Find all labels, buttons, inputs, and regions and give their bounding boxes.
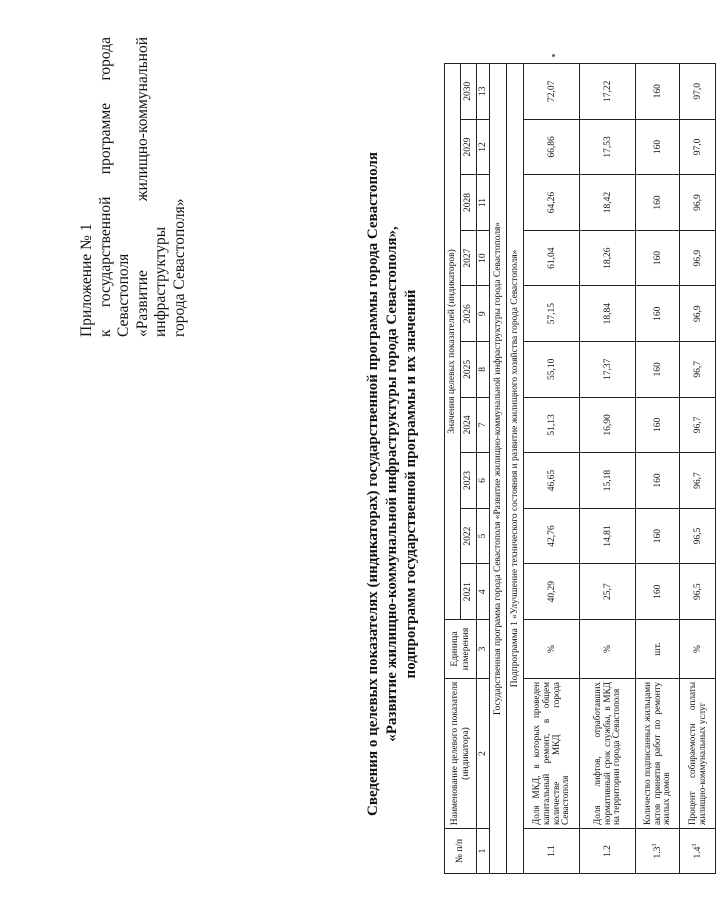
row-name: Количество подписанных жильцами актов принятия работ по ремонту жилых домов <box>636 679 680 829</box>
row-value: 96,7 <box>680 397 716 453</box>
row-num-cell <box>524 829 580 874</box>
row-value: 160 <box>636 63 680 119</box>
scan-speck <box>552 54 555 57</box>
column-number: 9 <box>477 286 490 342</box>
table-row <box>680 63 716 873</box>
header-year: 2022 <box>461 508 477 564</box>
row-value: 160 <box>636 508 680 564</box>
row-value: 97,0 <box>680 119 716 175</box>
header-year: 2024 <box>461 397 477 453</box>
row-value: 64,26 <box>524 175 580 231</box>
header-year: 2025 <box>461 342 477 398</box>
row-value: 160 <box>636 564 680 620</box>
document-heading <box>364 104 422 864</box>
row-value: 17,37 <box>580 342 636 398</box>
header-year: 2023 <box>461 453 477 509</box>
table-row <box>636 63 680 873</box>
row-name: Доля лифтов, отработавших нормативный срок службы, в МКД на территории города Севастополя <box>580 679 636 829</box>
header-year: 2028 <box>461 175 477 231</box>
row-name: Процент собираемости оплаты жилищно-коммунальных услуг <box>680 679 716 829</box>
header-year: 2027 <box>461 230 477 286</box>
row-value: 160 <box>636 342 680 398</box>
row-value: 96,9 <box>680 286 716 342</box>
column-number: 8 <box>477 342 490 398</box>
indicators-table <box>444 63 716 874</box>
row-num-cell <box>580 829 636 874</box>
appendix-line: города Севастополя» <box>170 198 188 337</box>
row-value: 18,26 <box>580 230 636 286</box>
row-value: 55,10 <box>524 342 580 398</box>
row-footnote-mark: 3 <box>691 843 698 847</box>
heading-line: Сведения о целевых показателях (индикаторах) государственной программы города Севастополя <box>365 152 381 816</box>
row-value: 14,81 <box>580 508 636 564</box>
row-value: 96,9 <box>680 230 716 286</box>
row-value: 160 <box>636 175 680 231</box>
row-value: 160 <box>636 286 680 342</box>
row-value: 66,86 <box>524 119 580 175</box>
row-value: 18,42 <box>580 175 636 231</box>
row-unit: % <box>680 620 716 679</box>
appendix-title: Приложение № 1 <box>78 223 95 337</box>
column-number: 1 <box>477 829 490 874</box>
row-value: 16,90 <box>580 397 636 453</box>
document-page <box>12 22 707 892</box>
row-value: 96,7 <box>680 453 716 509</box>
row-value: 160 <box>636 119 680 175</box>
row-value: 15,18 <box>580 453 636 509</box>
heading-line: подпрограмм государственной программы и их значений <box>403 289 420 679</box>
row-value: 61,04 <box>524 230 580 286</box>
appendix-line: «Развитие жилищно-коммунальной инфраструктуры <box>133 37 170 337</box>
column-number-row <box>477 63 490 873</box>
row-value: 160 <box>636 397 680 453</box>
program-title: Государственная программа города Севастополя «Развитие жилищно-коммунальной инфраструктуры города Севастополя» <box>490 63 507 873</box>
appendix-note <box>78 37 190 337</box>
row-num: 1.3 <box>653 846 664 859</box>
row-num: 1.4 <box>693 846 704 859</box>
heading-line: «Развитие жилищно-коммунальной инфраструктуры города Севастополя», <box>384 226 401 742</box>
column-number: 11 <box>477 175 490 231</box>
header-values: Значения целевых показателей (индикаторов) <box>445 63 461 619</box>
row-footnote-mark: 3 <box>651 843 658 847</box>
column-number: 10 <box>477 230 490 286</box>
row-num: 1.1 <box>547 845 558 857</box>
row-unit: % <box>524 620 580 679</box>
indicators-table-wrap <box>444 64 716 874</box>
header-unit: Единица измерения <box>445 620 477 679</box>
row-value: 18,84 <box>580 286 636 342</box>
header-year: 2021 <box>461 564 477 620</box>
subprogram-title: Подпрограмма 1 «Улучшение технического состояния и развитие жилищного хозяйства города Севастополя» <box>507 63 524 873</box>
row-name: Доля МКД, в которых проведен капитальный ремонт, в общем количестве МКД города Севастополя <box>524 679 580 829</box>
header-year: 2029 <box>461 119 477 175</box>
table-row <box>524 63 580 873</box>
header-year: 2026 <box>461 286 477 342</box>
row-num: 1.2 <box>603 845 614 857</box>
row-value: 57,15 <box>524 286 580 342</box>
row-value: 97,0 <box>680 63 716 119</box>
column-number: 2 <box>477 679 490 829</box>
row-value: 160 <box>636 453 680 509</box>
header-num: № п/п <box>445 829 477 874</box>
row-value: 96,7 <box>680 342 716 398</box>
row-value: 46,65 <box>524 453 580 509</box>
row-unit: % <box>580 620 636 679</box>
row-value: 72,07 <box>524 63 580 119</box>
row-num-cell <box>636 829 680 874</box>
header-year: 2030 <box>461 63 477 119</box>
header-name: Наименование целевого показателя (индикатора) <box>445 679 477 829</box>
column-number: 12 <box>477 119 490 175</box>
column-number: 7 <box>477 397 490 453</box>
row-value: 25,7 <box>580 564 636 620</box>
column-number: 3 <box>477 620 490 679</box>
table-row <box>580 63 636 873</box>
appendix-line: к государственной программе города Севастополя <box>96 37 133 337</box>
column-number: 4 <box>477 564 490 620</box>
row-value: 17,22 <box>580 63 636 119</box>
column-number: 6 <box>477 453 490 509</box>
row-value: 51,13 <box>524 397 580 453</box>
row-value: 96,9 <box>680 175 716 231</box>
row-value: 160 <box>636 230 680 286</box>
row-value: 96,5 <box>680 564 716 620</box>
row-value: 40,29 <box>524 564 580 620</box>
row-num-cell <box>680 829 716 874</box>
column-number: 5 <box>477 508 490 564</box>
column-number: 13 <box>477 63 490 119</box>
row-unit: шт. <box>636 620 680 679</box>
row-value: 17,53 <box>580 119 636 175</box>
row-value: 96,5 <box>680 508 716 564</box>
row-value: 42,76 <box>524 508 580 564</box>
